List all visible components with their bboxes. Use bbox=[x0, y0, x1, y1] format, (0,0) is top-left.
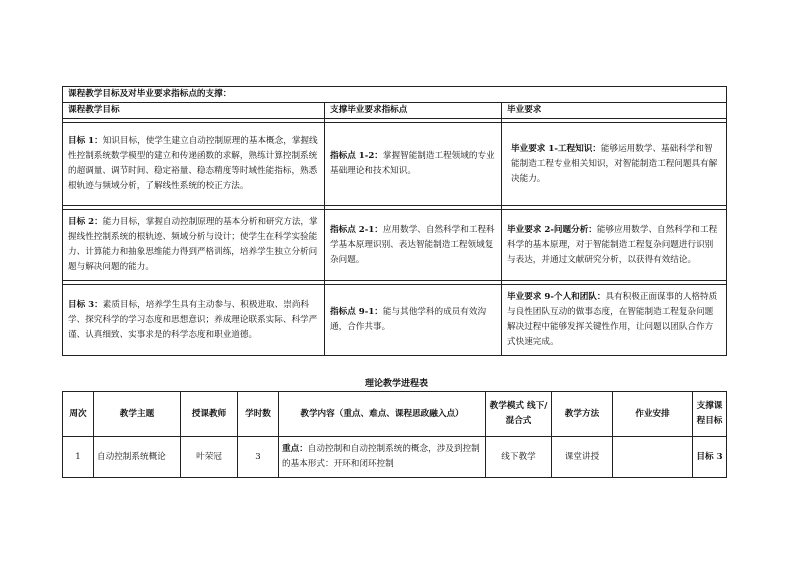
indicator-text: 能与其他学科的成员有效沟通，合作共事。 bbox=[330, 307, 487, 332]
goal-cell bbox=[63, 285, 325, 356]
table-row bbox=[63, 210, 727, 281]
content-text: 自动控制和自动控制系统的概念，涉及到控制的基本形式：开环和闭环控制 bbox=[282, 444, 480, 469]
week-cell: 1 bbox=[63, 437, 94, 478]
header-requirement: 毕业要求 bbox=[502, 103, 727, 119]
header-content: 教学内容（重点、难点、课程思政融入点） bbox=[279, 392, 486, 437]
goals-table bbox=[62, 86, 727, 356]
header-hours: 学时数 bbox=[238, 392, 279, 437]
header-week: 周次 bbox=[63, 392, 94, 437]
indicator-cell bbox=[325, 123, 502, 206]
goal-text: 素质目标，培养学生具有主动参与、积极进取、崇尚科学、探究科学的学习态度和思想意识；养成理论联系实际、科学严谨、认真细致、实事求是的科学态度和职业道德。 bbox=[68, 299, 318, 340]
goal-cell bbox=[63, 123, 325, 206]
schedule-header-row bbox=[63, 392, 727, 437]
indicator-text: 掌握智能制造工程领域的专业基础理论和技术知识。 bbox=[330, 151, 495, 176]
goal-text: 知识目标，使学生建立自动控制原理的基本概念，掌握线性控制系统数学模型的建立和传递函数的求解，熟练计算控制系统的超调量、调节时间、稳定裕量、稳态精度等时域性能指标，熟悉根轨迹与频域分析，了解线性系统的校正方法。 bbox=[68, 136, 318, 191]
requirement-cell bbox=[502, 123, 727, 206]
schedule-title: 理论教学进程表 bbox=[364, 379, 428, 389]
indicator-cell bbox=[325, 285, 502, 356]
header-goal: 课程教学目标 bbox=[63, 103, 325, 119]
requirement-text: 能够应用数学、自然科学和工程科学的基本原理，对于智能制造工程复杂问题进行识别与表达，并通过文献研究分析，以获得有效结论。 bbox=[507, 224, 718, 265]
topic-cell: 自动控制系统概论 bbox=[94, 437, 181, 478]
header-topic: 教学主题 bbox=[94, 392, 181, 437]
content-label: 重点： bbox=[282, 444, 308, 454]
header-indicator: 支撑毕业要求指标点 bbox=[325, 103, 502, 119]
header-teacher: 授课教师 bbox=[181, 392, 238, 437]
requirement-cell bbox=[502, 210, 727, 281]
goal-label: 目标 1： bbox=[68, 136, 103, 146]
homework-cell bbox=[613, 437, 693, 478]
indicator-label: 指标点 9-1： bbox=[330, 307, 383, 317]
requirement-label: 毕业要求 2-问题分析： bbox=[507, 224, 597, 235]
requirement-text: 能够运用数学、基础科学和智能制造工程专业相关知识，对智能制造工程问题具有解决能力。 bbox=[511, 143, 718, 184]
header-target: 支撑课程目标 bbox=[693, 392, 727, 437]
target-cell: 目标 3 bbox=[693, 437, 727, 478]
mode-cell: 线下教学 bbox=[486, 437, 552, 478]
indicator-text: 应用数学、自然科学和工程科学基本原理识别、表达智能制造工程领域复杂问题。 bbox=[330, 224, 495, 265]
table-row bbox=[63, 437, 727, 478]
indicator-label: 指标点 1-2： bbox=[330, 151, 383, 161]
content-cell bbox=[279, 437, 486, 478]
goal-label: 目标 2： bbox=[68, 217, 103, 227]
goal-cell bbox=[63, 210, 325, 281]
goals-table-caption: 课程教学目标及对毕业要求指标点的支撑： bbox=[63, 87, 727, 103]
requirement-cell bbox=[502, 285, 727, 356]
goal-label: 目标 3： bbox=[68, 299, 103, 310]
header-mode: 教学模式 线下/混合式 bbox=[486, 392, 552, 437]
teacher-cell: 叶荣冠 bbox=[181, 437, 238, 478]
requirement-text: 具有积极正面谋事的人格特质与良性团队互动的做事态度，在智能制造工程复杂问题解决过程中能够发挥关键性作用，让问题以团队合作方式快速完成。 bbox=[507, 292, 718, 347]
goal-text: 能力目标，掌握自动控制原理的基本分析和研究方法，掌握线性控制系统的根轨迹、频域分析与设计；使学生在科学实验能力、计算能力和抽象思维能力得到严格训练，培养学生独立分析问题与解决问题的能力。 bbox=[68, 217, 318, 272]
hours-cell: 3 bbox=[238, 437, 279, 478]
schedule-table bbox=[62, 391, 727, 478]
header-homework: 作业安排 bbox=[613, 392, 693, 437]
indicator-cell bbox=[325, 210, 502, 281]
table-row bbox=[63, 123, 727, 206]
requirement-label: 毕业要求 9-个人和团队： bbox=[507, 292, 606, 302]
requirement-label: 毕业要求 1-工程知识： bbox=[511, 143, 601, 154]
header-method: 教学方法 bbox=[552, 392, 613, 437]
table-row bbox=[63, 285, 727, 356]
method-cell: 课堂讲授 bbox=[552, 437, 613, 478]
indicator-label: 指标点 2-1： bbox=[330, 224, 383, 235]
